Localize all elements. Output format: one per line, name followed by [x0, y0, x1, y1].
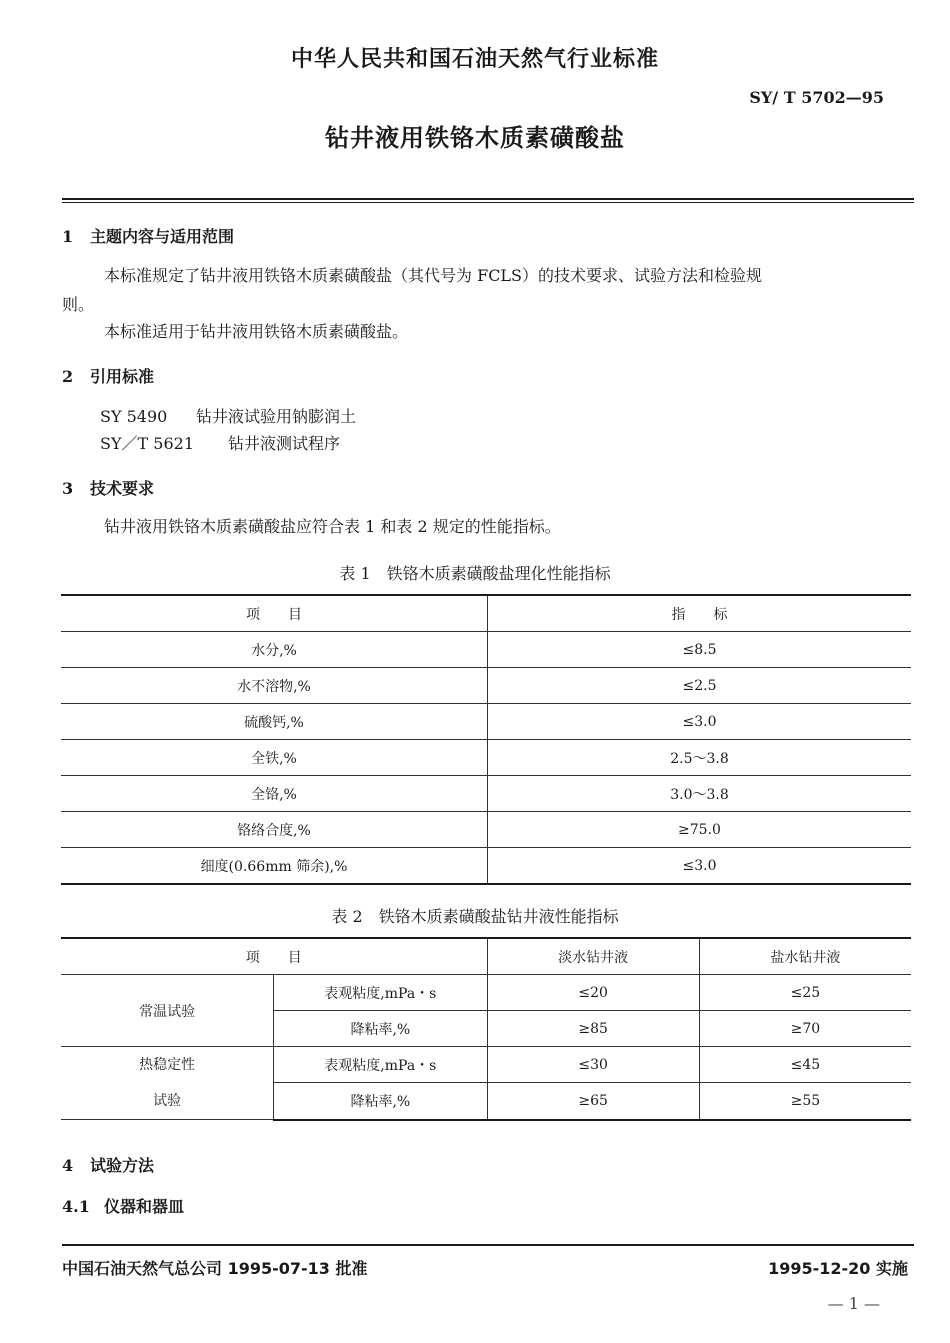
table-cell-value: 3.0～3.8 [488, 776, 912, 812]
table-row [61, 668, 911, 704]
table-cell-value: ≥65 [487, 1083, 699, 1120]
table-cell-item: 表观粘度,mPa・s [274, 1047, 487, 1083]
footer-rule [62, 1244, 914, 1246]
table-cell-item: 铬络合度,% [61, 812, 488, 848]
table-group-label: 常温试验 [61, 975, 274, 1047]
section-3-heading [62, 476, 154, 499]
table-cell-item: 降粘率,% [274, 1083, 487, 1120]
table-cell-item: 细度(0.66mm 筛余),% [61, 848, 488, 885]
table-header-cell: 盐水钻井液 [699, 938, 911, 975]
table-cell-item: 表观粘度,mPa・s [274, 975, 487, 1011]
page-number: — 1 — [827, 1294, 880, 1313]
standard-code: SY/ T 5702—95 [749, 88, 884, 107]
section-number: 4 [62, 1156, 74, 1175]
table-row [61, 632, 911, 668]
section-4-heading [62, 1153, 154, 1176]
section-title: 试验方法 [90, 1156, 155, 1175]
reference-item [100, 403, 356, 431]
section-number: 1 [62, 227, 74, 246]
section-title: 主题内容与适用范围 [90, 227, 235, 246]
table-cell-value: 2.5～3.8 [488, 740, 912, 776]
table-header-cell: 项 目 [61, 938, 487, 975]
section-number: 4.1 [62, 1197, 90, 1216]
table-row [61, 1047, 911, 1083]
table-cell-value: ≤8.5 [488, 632, 912, 668]
table-cell-value: ≥75.0 [488, 812, 912, 848]
table-cell-item: 水不溶物,% [61, 668, 488, 704]
section-number: 3 [62, 479, 74, 498]
table-cell-value: ≤20 [487, 975, 699, 1011]
table-1 [61, 594, 911, 885]
table-cell-value: ≤3.0 [488, 704, 912, 740]
header-rule [62, 198, 914, 200]
table-group-label [61, 1047, 274, 1120]
group-label-line: 试验 [153, 1093, 182, 1109]
table-cell-item: 降粘率,% [274, 1011, 487, 1047]
section-2-heading [62, 364, 154, 387]
table-cell-value: ≤2.5 [488, 668, 912, 704]
table-row [61, 776, 911, 812]
table-cell-item: 水分,% [61, 632, 488, 668]
group-label-line: 热稳定性 [139, 1057, 196, 1073]
header-rule-thin [62, 202, 914, 203]
table-1-caption: 表 1 铁铬木质素磺酸盐理化性能指标 [339, 564, 611, 583]
table-cell-value: ≤3.0 [488, 848, 912, 885]
table-row [61, 704, 911, 740]
reference-title: 钻井液试验用钠膨润土 [196, 407, 357, 426]
table-2 [61, 937, 911, 1121]
table-cell-value: ≤45 [699, 1047, 911, 1083]
reference-code: SY 5490 [100, 407, 168, 426]
table-cell-item: 全铬,% [61, 776, 488, 812]
section-title: 技术要求 [90, 479, 155, 498]
table-header-row [61, 595, 911, 632]
table-row [61, 848, 911, 885]
table-row [61, 812, 911, 848]
section-title: 引用标准 [90, 367, 155, 386]
document-title: 钻井液用铁铬木质素磺酸盐 [325, 124, 625, 152]
section-number: 2 [62, 367, 74, 386]
reference-code: SY／T 5621 [100, 434, 195, 453]
reference-item [100, 430, 340, 458]
org-title: 中华人民共和国石油天然气行业标准 [290, 47, 659, 72]
reference-title: 钻井液测试程序 [228, 434, 341, 453]
section-1-para-1-line-1: 本标准规定了钻井液用铁铬木质素磺酸盐（其代号为 FCLS）的技术要求、试验方法和检验规 [104, 266, 763, 285]
table-cell-value: ≤30 [487, 1047, 699, 1083]
section-title: 仪器和器皿 [104, 1197, 185, 1216]
table-cell-item: 硫酸钙,% [61, 704, 488, 740]
table-header-cell: 指 标 [488, 595, 912, 632]
table-header-cell: 淡水钻井液 [487, 938, 699, 975]
table-cell-item: 全铁,% [61, 740, 488, 776]
table-header-cell: 项 目 [61, 595, 488, 632]
table-row [61, 975, 911, 1011]
table-cell-value: ≤25 [699, 975, 911, 1011]
table-row [61, 740, 911, 776]
section-4-1-heading [62, 1194, 184, 1217]
table-header-row [61, 938, 911, 975]
implementation-date: 1995-12-20 实施 [768, 1259, 908, 1278]
approval-note: 中国石油天然气总公司 1995-07-13 批准 [62, 1259, 368, 1278]
table-2-caption: 表 2 铁铬木质素磺酸盐钻井液性能指标 [331, 907, 619, 926]
table-cell-value: ≥70 [699, 1011, 911, 1047]
section-1-heading [62, 224, 234, 247]
section-3-para: 钻井液用铁铬木质素磺酸盐应符合表 1 和表 2 规定的性能指标。 [104, 517, 561, 536]
table-cell-value: ≥55 [699, 1083, 911, 1120]
table-cell-value: ≥85 [487, 1011, 699, 1047]
section-1-para-2: 本标准适用于钻井液用铁铬木质素磺酸盐。 [104, 322, 409, 341]
section-1-para-1-line-2: 则。 [62, 295, 95, 314]
